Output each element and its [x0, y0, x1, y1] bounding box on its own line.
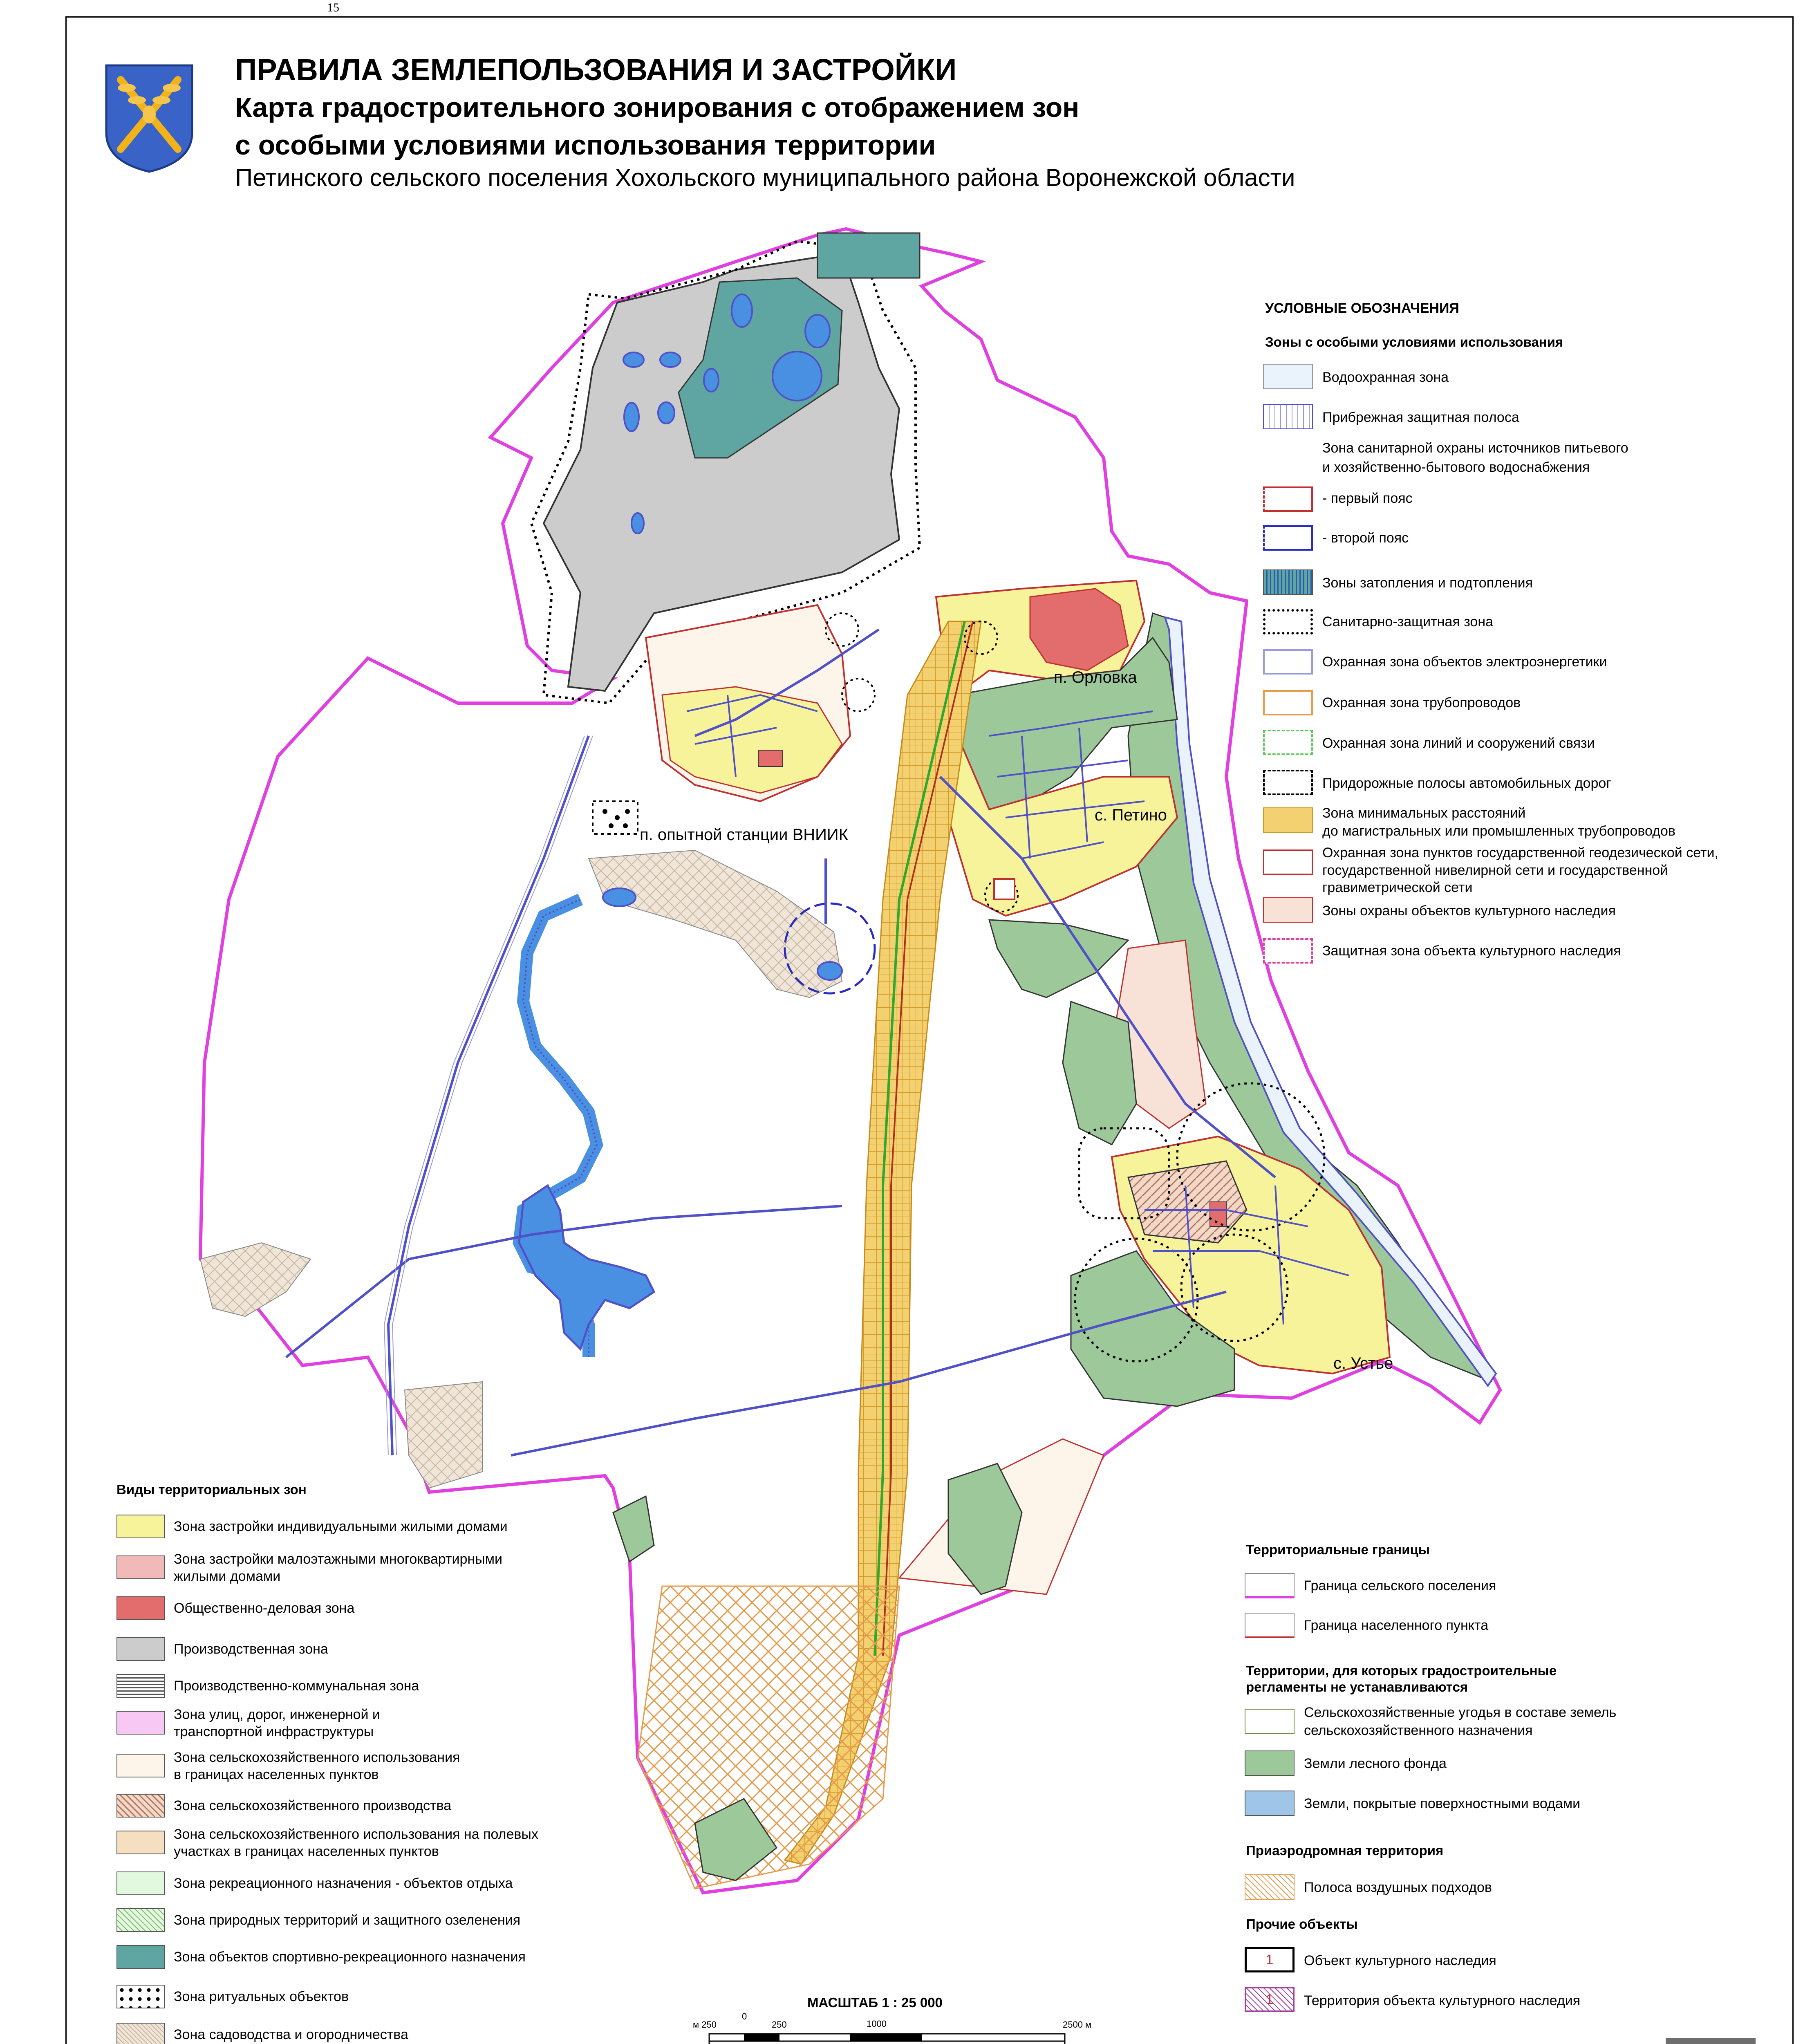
- swatch-power: [1263, 649, 1313, 675]
- zone-swatch: [116, 1908, 165, 1932]
- legend-roadside: Придорожные полосы автомобильных дорог: [1322, 775, 1611, 791]
- publisher-logo: [1666, 2038, 1756, 2044]
- label-orlovka: п. Орловка: [1054, 668, 1137, 686]
- scale-1000-label: 1000: [867, 2019, 887, 2029]
- legend-sanitary-protection: Санитарно-защитная зона: [1322, 614, 1494, 630]
- zone-label: Зона садоводства и огородничества: [174, 2027, 408, 2042]
- pond-vniik: [603, 888, 636, 906]
- swatch-pipelines: [1263, 690, 1313, 715]
- swatch-settlement-border: [1245, 1573, 1295, 1598]
- legend-no-regs-1: Территории, для которых градостроительные: [1246, 1663, 1557, 1678]
- legend-locality-border: Граница населенного пункта: [1304, 1618, 1489, 1633]
- publisher-logo-icon: [1666, 2038, 1756, 2044]
- title-line-3: с особыми условиями использования территории: [235, 130, 936, 161]
- legend-water-protection: Водоохранная зона: [1322, 370, 1449, 385]
- swatch-sanitary-protection: [1263, 609, 1313, 634]
- zone-swatch: [116, 1515, 165, 1538]
- legend-sanitary-source-1: Зона санитарной охраны источников питьевого: [1322, 440, 1628, 456]
- pond-south: [818, 962, 842, 980]
- swatch-heritage-protective: [1263, 938, 1313, 964]
- legend-heritage-protection: Зоны охраны объектов культурного наследия: [1322, 903, 1616, 919]
- zone-swatch: [116, 1831, 165, 1854]
- swatch-water-protection: [1263, 364, 1313, 389]
- garden-west-2: [405, 1382, 482, 1488]
- legend-flood: Зоны затопления и подтопления: [1322, 575, 1533, 591]
- zone-label: Зона улиц, дорог, инженерной и: [174, 1707, 380, 1722]
- legend-forest: Земли лесного фонда: [1304, 1756, 1447, 1771]
- zone-label: Производственно-коммунальная зона: [174, 1678, 419, 1694]
- public-zone-vniik: [758, 750, 783, 766]
- swatch-air-approach: [1245, 1874, 1295, 1900]
- legend-agri-1: Сельскохозяйственные угодья в составе земель: [1304, 1705, 1617, 1720]
- legend-power: Охранная зона объектов электроэнергетики: [1322, 654, 1607, 670]
- legend-airfield-title: Приаэродромная территория: [1246, 1843, 1444, 1858]
- scale-title: МАСШТАБ 1 : 25 000: [807, 1995, 943, 2010]
- swatch-heritage-protection: [1263, 897, 1313, 923]
- zone-swatch: [116, 1985, 165, 2008]
- legend-sanitary-source-2: и хозяйственно-бытового водоснабжения: [1322, 459, 1590, 475]
- legend-settlement-border: Граница сельского поселения: [1304, 1578, 1496, 1594]
- legend-borders-title: Территориальные границы: [1246, 1542, 1430, 1557]
- zone-label: Зона природных территорий и защитного озеленения: [174, 1912, 521, 1928]
- swatch-belt2: [1263, 525, 1313, 551]
- page-number: 15: [327, 1, 339, 14]
- legend-subtitle: Зоны с особыми условиями использования: [1265, 334, 1563, 350]
- swatch-coastal-strip: [1263, 404, 1313, 429]
- legend-geodetic-2: государственной нивелирной сети и государственной: [1322, 863, 1668, 878]
- swatch-water: [1245, 1791, 1295, 1816]
- swatch-forest: [1245, 1750, 1295, 1776]
- swatch-belt1: [1263, 486, 1313, 512]
- zone-label: Зона сельскохозяйственного использования на полевых: [174, 1827, 538, 1842]
- zone-label: Общественно-деловая зона: [174, 1600, 355, 1616]
- swatch-roadside: [1263, 770, 1313, 795]
- legend-heritage-territory: Территория объекта культурного наследия: [1304, 1993, 1581, 2008]
- scale-250-label: 250: [772, 2019, 787, 2030]
- zone-label: Зона объектов спортивно-рекреационного назначения: [174, 1949, 526, 1965]
- legend-agri-2: сельскохозяйственного назначения: [1304, 1723, 1533, 1738]
- legend-coastal-strip: Прибрежная защитная полоса: [1322, 410, 1519, 425]
- legend-air-approach: Полоса воздушных подходов: [1304, 1880, 1492, 1895]
- zone-swatch: [116, 1794, 165, 1818]
- zone-swatch: [116, 1754, 165, 1777]
- swatch-heritage-object: 1: [1245, 1947, 1295, 1972]
- legend-pipelines: Охранная зона трубопроводов: [1322, 695, 1521, 710]
- label-vniik: п. опытной станции ВНИИК: [640, 826, 848, 844]
- swatch-geodetic: [1263, 849, 1313, 875]
- label-petino: с. Петино: [1095, 806, 1167, 824]
- scale-left-label: м 250: [693, 2019, 717, 2030]
- zone-swatch: [116, 1945, 165, 1969]
- label-ustye: с. Устье: [1333, 1354, 1393, 1372]
- zone-label-line2: в границах населенных пунктов: [174, 1767, 379, 1782]
- legend-communication: Охранная зона линий и сооружений связи: [1322, 735, 1595, 751]
- heritage-object-3: [994, 879, 1015, 899]
- swatch-flood: [1263, 569, 1313, 595]
- zone-label-line2: участках в границах населенных пунктов: [174, 1844, 439, 1859]
- zone-swatch: [116, 2023, 165, 2044]
- zone-swatch: [116, 1674, 165, 1698]
- zone-label: Производственная зона: [174, 1641, 328, 1657]
- legend-heritage-protective: Защитная зона объекта культурного наследия: [1322, 943, 1621, 959]
- scale-2500-label: 2500 м: [1063, 2019, 1092, 2030]
- swatch-locality-border: [1245, 1613, 1295, 1638]
- zone-swatch: [116, 1555, 165, 1579]
- swatch-communication: [1263, 730, 1313, 755]
- title-line-1: ПРАВИЛА ЗЕМЛЕПОЛЬЗОВАНИЯ И ЗАСТРОЙКИ: [235, 53, 957, 87]
- legend-other-title: Прочие объекты: [1246, 1916, 1358, 1932]
- legend-belt2: - второй пояс: [1322, 530, 1409, 546]
- legend-min-dist-2: до магистральных или промышленных трубопроводов: [1322, 823, 1675, 839]
- swatch-agri: [1245, 1709, 1295, 1734]
- legend-belt1: - первый пояс: [1322, 491, 1413, 506]
- zone-label: Зона рекреационного назначения - объектов отдыха: [174, 1876, 513, 1891]
- zone-label: Зона застройки индивидуальными жилыми домами: [174, 1519, 508, 1534]
- zone-label: Зона ритуальных объектов: [174, 1989, 349, 2004]
- scale-bar: [707, 2030, 1075, 2044]
- zone-swatch: [116, 1637, 165, 1661]
- legend-zones-title: Виды территориальных зон: [116, 1482, 307, 1497]
- zone-swatch: [116, 1711, 165, 1735]
- zone-label-line2: жилыми домами: [174, 1569, 281, 1584]
- legend-water: Земли, покрытые поверхностными водами: [1304, 1796, 1581, 1811]
- legend-heritage-object: Объект культурного наследия: [1304, 1953, 1496, 1968]
- legend-geodetic-1: Охранная зона пунктов государственной геодезической сети,: [1322, 845, 1718, 861]
- swatch-min-dist: [1263, 807, 1313, 833]
- zone-label-line2: транспортной инфраструктуры: [174, 1724, 374, 1739]
- swatch-heritage-territory: 1: [1245, 1987, 1295, 2012]
- zone-label: Зона сельскохозяйственного производства: [174, 1798, 452, 1813]
- public-zone-ustye: [1210, 1202, 1226, 1226]
- map-subtitle: Петинского сельского поселения Хохольского муниципального района Воронежской области: [235, 164, 1295, 191]
- zone-swatch: [116, 1871, 165, 1895]
- legend-no-regs-2: регламенты не устанавливаются: [1246, 1679, 1468, 1694]
- legend-geodetic-3: гравиметрической сети: [1322, 880, 1473, 895]
- zone-label: Зона застройки малоэтажными многоквартирными: [174, 1551, 502, 1567]
- zone-label: Зона сельскохозяйственного использования: [174, 1750, 460, 1765]
- legend-title: УСЛОВНЫЕ ОБОЗНАЧЕНИЯ: [1265, 300, 1459, 316]
- zone-swatch: [116, 1596, 165, 1620]
- title-line-2: Карта градостроительного зонирования с отображением зон: [235, 92, 1080, 123]
- legend-min-dist-1: Зона минимальных расстояний: [1322, 805, 1526, 821]
- scale-zero-label: 0: [742, 2011, 747, 2022]
- sport-zone-north-strip: [818, 233, 920, 278]
